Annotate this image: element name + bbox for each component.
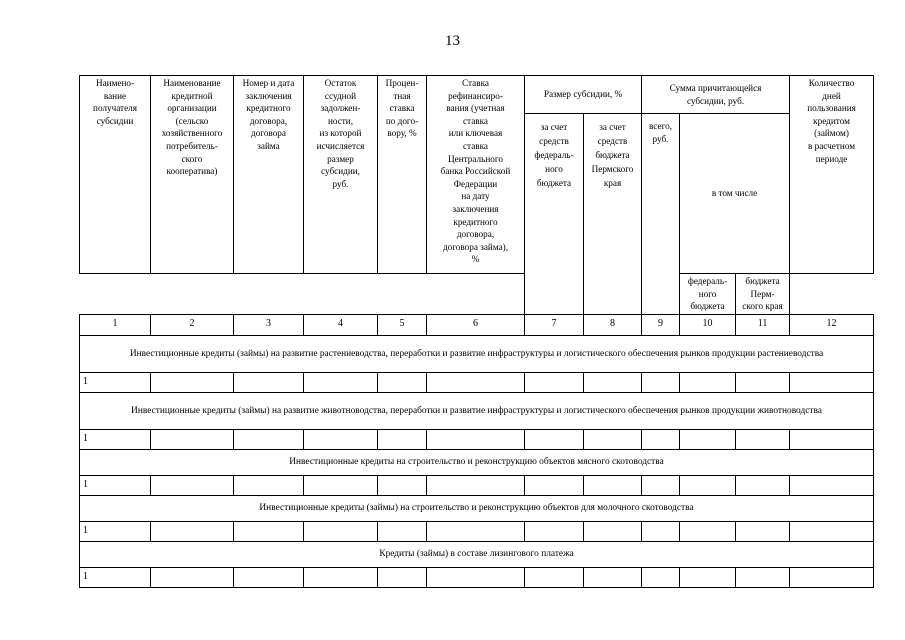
header-total-rub: всего, руб. bbox=[642, 114, 680, 315]
data-row bbox=[80, 372, 874, 392]
data-row bbox=[80, 567, 874, 587]
section-row-crops bbox=[80, 335, 874, 372]
column-number: 11 bbox=[736, 314, 790, 335]
header-days-count: Количество дней пользования кредитом (займом) в расчетном периоде bbox=[790, 76, 874, 274]
header-recipient-name: Наимено- вание получателя субсидии bbox=[80, 76, 151, 274]
column-number: 2 bbox=[151, 314, 234, 335]
column-numbers-row bbox=[80, 314, 874, 335]
column-number: 10 bbox=[680, 314, 736, 335]
section-row-leasing bbox=[80, 541, 874, 567]
data-row bbox=[80, 521, 874, 541]
column-number: 4 bbox=[304, 314, 378, 335]
header-row-1 bbox=[80, 76, 874, 114]
column-number: 1 bbox=[80, 314, 151, 335]
column-number: 6 bbox=[427, 314, 525, 335]
column-number: 3 bbox=[234, 314, 304, 335]
column-number: 12 bbox=[790, 314, 874, 335]
header-contract-number-date: Номер и дата заключения кредитного договора, договора займа bbox=[234, 76, 304, 274]
page-number: 13 bbox=[445, 33, 460, 49]
header-perm-budget: бюджета Перм- ского края bbox=[736, 274, 790, 315]
section-title: Кредиты (займы) в составе лизингового платежа bbox=[80, 541, 874, 567]
column-number: 5 bbox=[378, 314, 427, 335]
section-title: Инвестиционные кредиты на строительство и реконструкцию объектов мясного скотоводства bbox=[80, 449, 874, 475]
header-subsidy-size: Размер субсидии, % bbox=[525, 76, 642, 114]
header-including: в том числе bbox=[680, 114, 790, 274]
row-number: 1 bbox=[80, 429, 151, 449]
section-row-dairy-cattle bbox=[80, 495, 874, 521]
column-number: 7 bbox=[525, 314, 584, 335]
row-number: 1 bbox=[80, 475, 151, 495]
header-federal-percent: за счет средств федераль- ного бюджета bbox=[525, 114, 584, 315]
column-number: 8 bbox=[584, 314, 642, 335]
row-number: 1 bbox=[80, 567, 151, 587]
header-perm-percent: за счет средств бюджета Пермского края bbox=[584, 114, 642, 315]
header-refinancing-rate: Ставка рефинансиро- вания (учетная ставка или ключевая ставка Центрального банка Российской Федерации на дату заключения кредитного договора, договора займа), % bbox=[427, 76, 525, 274]
section-row-livestock bbox=[80, 392, 874, 429]
column-number: 9 bbox=[642, 314, 680, 335]
section-title: Инвестиционные кредиты (займы) на строительство и реконструкцию объектов для молочного скотоводства bbox=[80, 495, 874, 521]
header-credit-organization: Наименование кредитной организации (сельско хозяйственного потребитель- ского кооператива) bbox=[151, 76, 234, 274]
section-title: Инвестиционные кредиты (займы) на развитие растениеводства, переработки и развитие инфраструктуры и логистического обеспечения рынков продукции растениеводства bbox=[80, 335, 874, 372]
section-title: Инвестиционные кредиты (займы) на развитие животноводства, переработки и развитие инфраструктуры и логистического обеспечения рынков продукции животноводства bbox=[80, 392, 874, 429]
data-row bbox=[80, 429, 874, 449]
header-federal-budget: федераль- ного бюджета bbox=[680, 274, 736, 315]
header-row-3 bbox=[80, 274, 874, 315]
header-subsidy-sum: Сумма причитающейся субсидии, руб. bbox=[642, 76, 790, 114]
data-row bbox=[80, 475, 874, 495]
header-loan-balance: Остаток ссудной задолжен- ности, из которой исчисляется размер субсидии, руб. bbox=[304, 76, 378, 274]
subsidy-table bbox=[79, 75, 874, 588]
section-row-beef-cattle bbox=[80, 449, 874, 475]
row-number: 1 bbox=[80, 372, 151, 392]
header-interest-rate: Процен- тная ставка по дого- вору, % bbox=[378, 76, 427, 274]
row-number: 1 bbox=[80, 521, 151, 541]
